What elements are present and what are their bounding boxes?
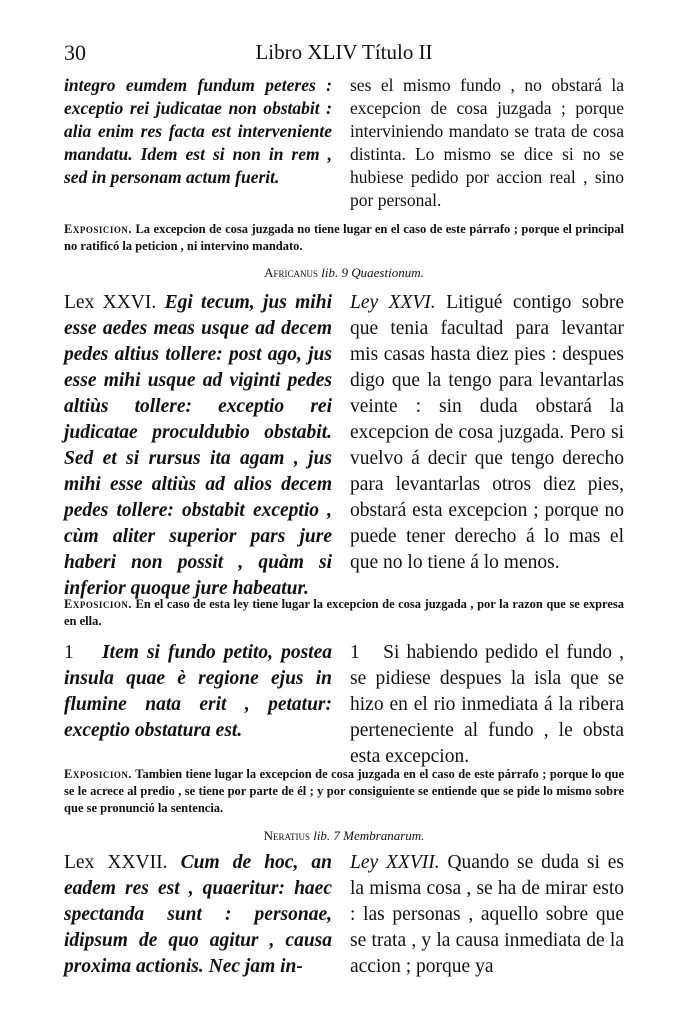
spanish-text [350,290,624,576]
page-number: 30 [64,40,86,65]
law-block [64,290,624,599]
paragraph-number: 1 [64,642,74,663]
exposicion-text: En el caso de esta ley tiene lugar la excepcion de cosa juzgada , por la razon que se expresa en ella. [64,597,625,628]
source-citation [64,265,624,281]
latin-body: Cum de hoc, an eadem res est , quaeritur: haec spectanda sunt : personae, idipsum de quo agitur , causa proxima actionis. Nec jam in- [64,852,332,977]
exposicion-label: Exposicion. [64,597,132,611]
source-reference: lib. 7 Membranarum. [313,828,425,843]
paragraph-number: 1 [350,642,360,663]
lex-heading: Lex XXVI. [64,292,157,313]
exposicion-note [64,596,624,630]
latin-text [64,640,332,744]
spanish-text: ses el mismo fundo , no obstará la excepcion de cosa juzgada ; porque interviniendo mandato se trata de cosa distinta. Lo mismo se dice si no se hubiese pedido por accion real , sino por personal. [350,75,624,210]
exposicion-text: Tambien tiene lugar la excepcion de cosa juzgada en el caso de este párrafo ; porque lo que se le acrece al predio , se tiene por parte de él ; y por consiguiente se entiende que se pide lo mismo sobre que se pronunció la sentencia. [64,767,625,815]
latin-body: Item si fundo petito, postea insula quae è regione ejus in flumine nata erit , petatur: exceptio obstatura est. [64,642,333,741]
exposicion-label: Exposicion. [64,222,132,236]
latin-text: integro eumdem fundum peteres : exceptio rei judicatae non obstabit : alia enim res facta est interveniente mandatu. Idem est si non in rem , sed in personam actum fuerit. [64,75,332,187]
spanish-body: Quando se duda si es la misma cosa , se ha de mirar esto : las personas , aquello sobre que se trata , y la causa inmediata de la accion ; porque ya [350,852,625,977]
running-title: Libro XLIV Título II [255,40,433,64]
paragraph-block [64,640,624,767]
continuation-block [64,74,624,214]
lex-heading: Lex XXVII. [64,852,168,873]
exposicion-note [64,221,624,255]
ley-heading: Ley XXVII. [350,852,440,873]
latin-text [64,290,332,602]
spanish-text [350,850,624,980]
page-header [64,40,624,70]
exposicion-note [64,766,624,817]
source-author: Neratius [263,828,310,843]
spanish-body: Si habiendo pedido el fundo , se pidiese despues la isla que se hizo en el rio inmediata á la ribera perteneciente al fundo , le obsta esta excepcion. [350,642,624,767]
latin-body: Egi tecum, jus mihi esse aedes meas usque ad decem pedes altius tollere: post ago, jus esse mihi usque ad viginti pedes altiùs tollere: exceptio rei judicatae proculdubio obstabit. Sed et si rursus ita agam , jus mihi esse altiùs ad alios decem pedes tollere: obstabit exceptio , cùm aliter superior pars jure haberi non possit , quàm si inferior quoque jure habeatur. [64,292,332,599]
source-reference: lib. 9 Quaestionum. [321,265,424,280]
spanish-text [350,640,624,770]
spanish-body: Litigué contigo sobre que tenia facultad para levantar mis casas hasta diez pies : despues digo que la tengo para levantarlas veinte : sin duda obstará la excepcion de cosa juzgada. Pero si vuelvo á decir que tengo derecho para levantarlas otros diez pies, obstará esta excepcion ; porque no puede tener derecho á lo mas el que no lo tiene á lo menos. [350,292,624,573]
latin-text [64,850,332,980]
exposicion-text: La excepcion de cosa juzgada no tiene lugar en el caso de este párrafo ; porque el principal no ratificó la peticion , ni intervino mandato. [64,222,624,253]
source-citation [64,828,624,844]
law-block [64,850,624,975]
exposicion-label: Exposicion. [64,767,132,781]
ley-heading: Ley XXVI. [350,292,436,313]
source-author: Africanus [264,265,319,280]
